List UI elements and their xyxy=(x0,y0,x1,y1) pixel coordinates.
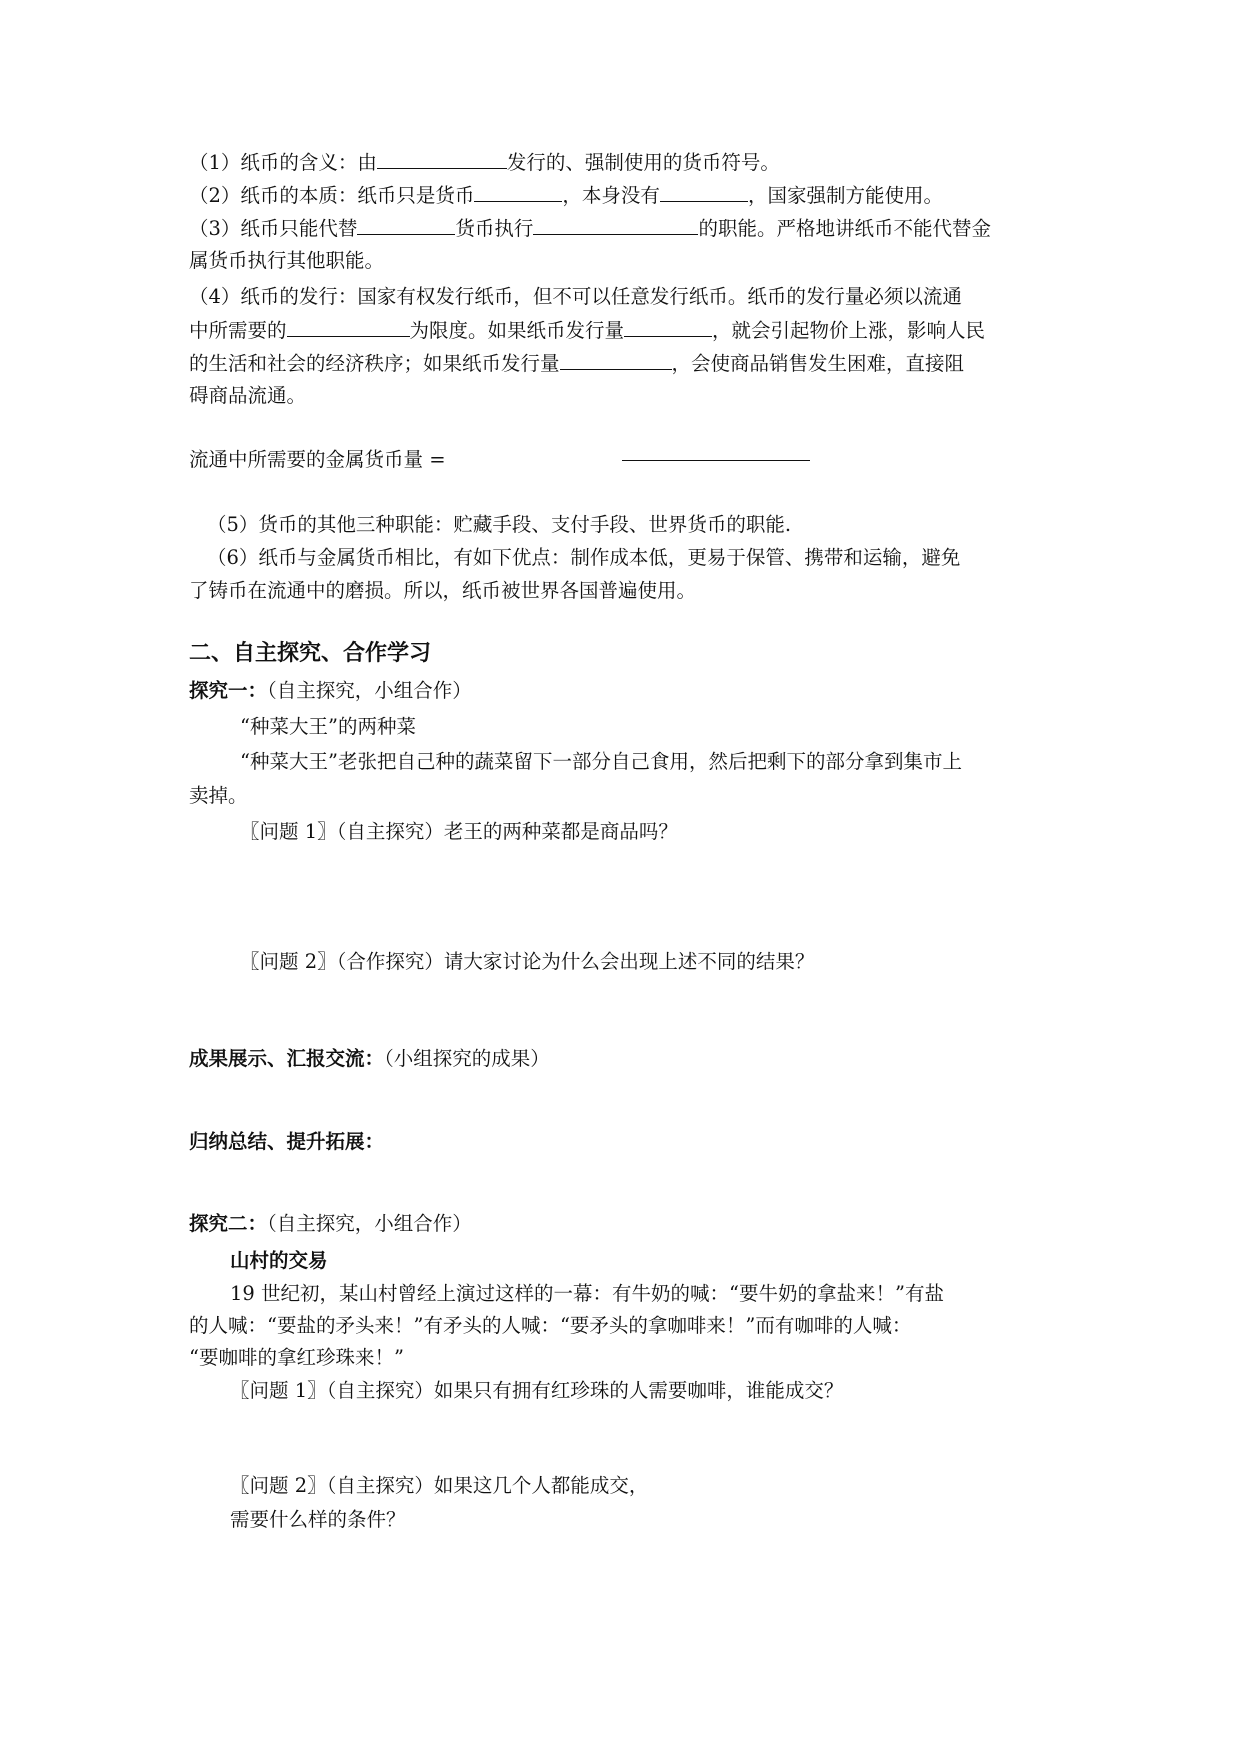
item-1 xyxy=(189,150,780,175)
explore-2-note: （自主探究，小组合作） xyxy=(267,1212,472,1235)
explore-1-text-2: 卖掉。 xyxy=(189,784,248,807)
explore-2-question-2: 〖问题 2〗（自主探究）如果这几个人都能成交， xyxy=(230,1474,649,1497)
explore-1-label: 探究一： xyxy=(189,679,268,702)
explore-2-text-2: 的人喊：“要盐的矛头来！”有矛头的人喊：“要矛头的拿咖啡来！”而有咖啡的人喊： xyxy=(189,1314,912,1337)
fill-blank[interactable] xyxy=(560,351,672,370)
explore-1-question-1: 〖问题 1〗（自主探究）老王的两种菜都是商品吗？ xyxy=(240,820,678,843)
explore-1-question-2: 〖问题 2〗（合作探究）请大家讨论为什么会出现上述不同的结果？ xyxy=(240,950,815,973)
item-2 xyxy=(189,183,943,208)
item-3-text-mid: 货币执行 xyxy=(455,217,534,240)
item-4-text: 的生活和社会的经济秩序；如果纸币发行量 xyxy=(189,352,560,375)
item-4-line-2 xyxy=(189,318,985,343)
results-note: （小组探究的成果） xyxy=(384,1047,550,1070)
item-6-line-2: 了铸币在流通中的磨损。所以，纸币被世界各国普遍使用。 xyxy=(189,579,697,602)
item-4-text-mid: 为限度。如果纸币发行量 xyxy=(409,319,625,342)
item-2-text: （2）纸币的本质：纸币只是货币 xyxy=(189,184,475,207)
item-3 xyxy=(189,216,991,241)
summary-label: 归纳总结、提升拓展： xyxy=(189,1130,385,1153)
explore-2-text-1: 19 世纪初，某山村曾经上演过这样的一幕：有牛奶的喊：“要牛奶的拿盐来！”有盐 xyxy=(230,1282,944,1305)
explore-2-question-2-cont: 需要什么样的条件？ xyxy=(230,1508,406,1531)
item-3-text-end: 的职能。严格地讲纸币不能代替金 xyxy=(698,217,991,240)
fill-blank[interactable] xyxy=(474,183,562,202)
item-1-text-end: 发行的、强制使用的货币符号。 xyxy=(506,151,780,174)
item-4-text: 中所需要的 xyxy=(189,319,287,342)
explore-1-note: （自主探究，小组合作） xyxy=(267,679,472,702)
results-line xyxy=(189,1047,550,1071)
explore-2-text-3: “要咖啡的拿红珍珠来！” xyxy=(189,1346,404,1369)
fill-blank[interactable] xyxy=(624,318,712,337)
item-2-text-mid: ，本身没有 xyxy=(562,184,660,207)
fill-blank[interactable] xyxy=(357,216,455,235)
item-2-text-end: ，国家强制方能使用。 xyxy=(747,184,943,207)
item-6-line-1: （6）纸币与金属货币相比，有如下优点：制作成本低，更易于保管、携带和运输，避免 xyxy=(207,546,961,569)
fill-blank[interactable] xyxy=(660,183,748,202)
item-4-line-4: 碍商品流通。 xyxy=(189,384,307,407)
item-3-text: （3）纸币只能代替 xyxy=(189,217,358,240)
results-label: 成果展示、汇报交流： xyxy=(189,1047,385,1070)
item-4-line-1: （4）纸币的发行：国家有权发行纸币，但不可以任意发行纸币。纸币的发行量必须以流通 xyxy=(189,285,962,308)
explore-2-title: 山村的交易 xyxy=(230,1249,328,1272)
formula-label: 流通中所需要的金属货币量 = xyxy=(189,448,446,471)
fill-blank[interactable] xyxy=(287,318,410,337)
explore-2-header xyxy=(189,1212,472,1236)
fill-blank[interactable] xyxy=(533,216,698,235)
fraction-line xyxy=(622,460,810,461)
explore-1-text-1: “种菜大王”老张把自己种的蔬菜留下一部分自己食用，然后把剩下的部分拿到集市上 xyxy=(240,750,962,773)
item-4-text-end: ，会使商品销售发生困难，直接阻 xyxy=(671,352,965,375)
explore-1-header xyxy=(189,679,472,703)
item-4-line-3 xyxy=(189,351,964,376)
item-3-cont: 属货币执行其他职能。 xyxy=(189,249,385,272)
item-1-text: （1）纸币的含义：由 xyxy=(189,151,377,174)
explore-2-label: 探究二： xyxy=(189,1212,268,1235)
fill-blank[interactable] xyxy=(377,150,507,169)
item-4-text-end: ，就会引起物价上涨，影响人民 xyxy=(712,319,986,342)
explore-2-question-1: 〖问题 1〗（自主探究）如果只有拥有红珍珠的人需要咖啡，谁能成交？ xyxy=(230,1379,844,1402)
explore-1-title: “种菜大王”的两种菜 xyxy=(240,715,416,738)
item-5: （5）货币的其他三种职能：贮藏手段、支付手段、世界货币的职能. xyxy=(207,513,792,536)
section-heading: 二、自主探究、合作学习 xyxy=(189,641,432,666)
